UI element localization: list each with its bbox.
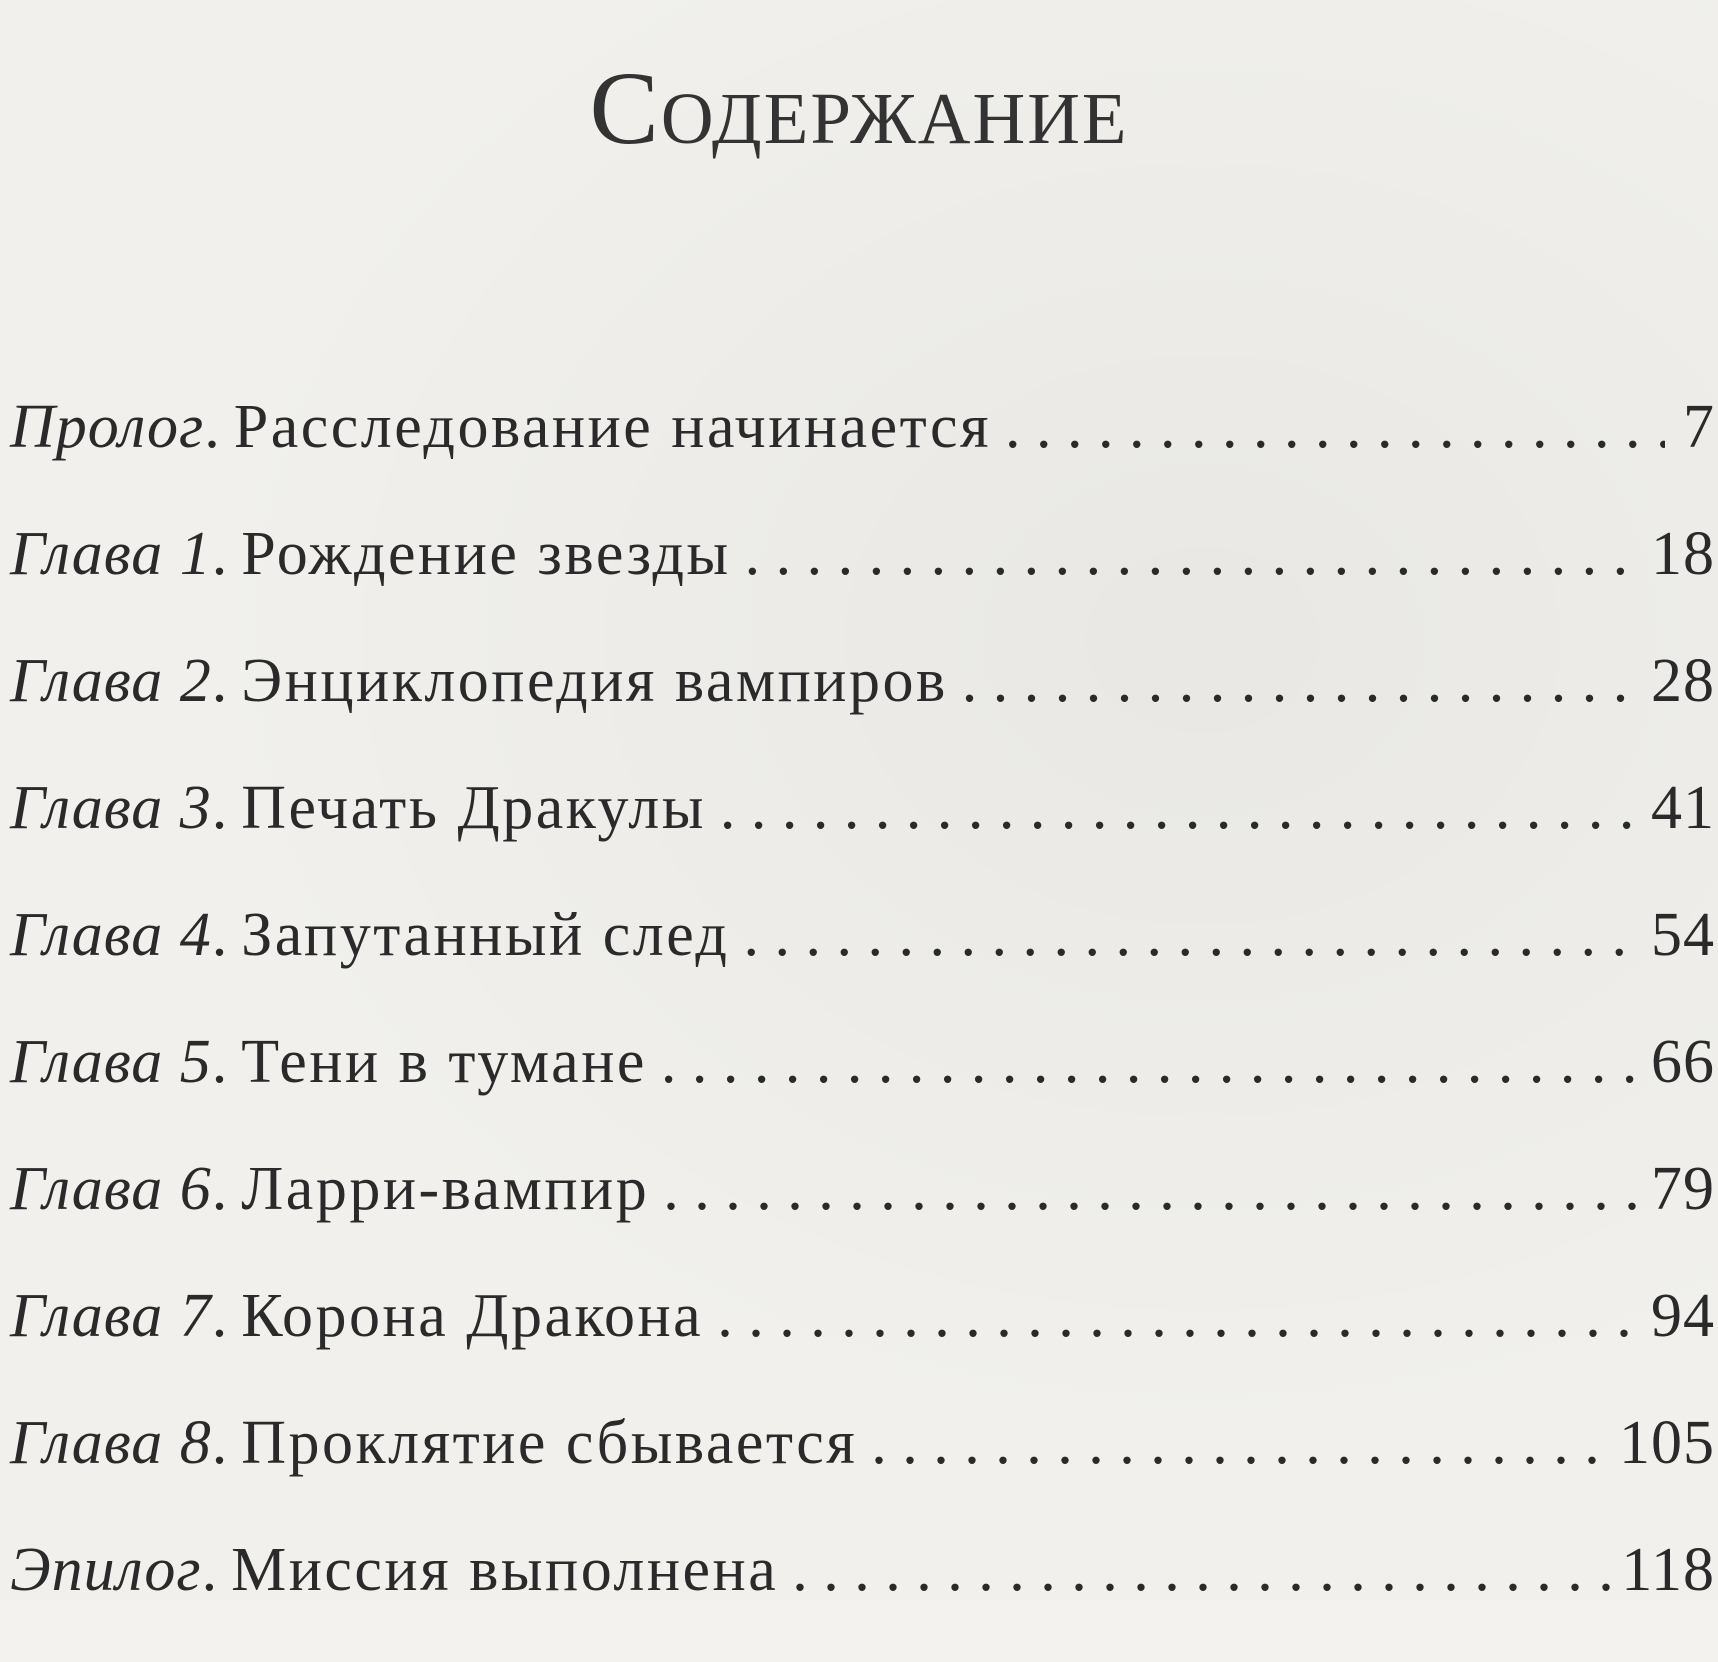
toc-entry-separator: . xyxy=(211,520,228,588)
toc-entry-separator: . xyxy=(204,393,220,461)
toc-entry-separator: . xyxy=(211,1282,228,1350)
dot-leader xyxy=(1005,392,1665,463)
toc-entry-title: Энциклопедия вампиров xyxy=(241,647,948,715)
toc-entry[interactable] xyxy=(10,646,1715,773)
toc-entry-label: Эпилог xyxy=(10,1536,202,1604)
dot-leader xyxy=(871,1408,1609,1479)
toc-entry-separator: . xyxy=(201,1536,218,1604)
toc-entry[interactable] xyxy=(10,1535,1715,1662)
toc-entry-label: Глава 4 xyxy=(10,901,212,969)
toc-entry-separator: . xyxy=(211,647,228,715)
toc-entry-page-number: 79 xyxy=(1651,1155,1715,1223)
toc-entry-page-number: 105 xyxy=(1619,1409,1715,1477)
dot-leader xyxy=(745,519,1641,590)
dot-leader xyxy=(792,1535,1611,1606)
toc-entry[interactable] xyxy=(10,773,1715,900)
toc-entry-label: Пролог xyxy=(10,393,205,461)
toc-entry[interactable] xyxy=(10,900,1715,1027)
dot-leader xyxy=(743,900,1641,971)
toc-entry-separator: . xyxy=(211,901,228,969)
toc-entry-page-number: 18 xyxy=(1651,520,1715,588)
toc-entry-label: Глава 8 xyxy=(10,1409,212,1477)
dot-leader xyxy=(717,1281,1641,1352)
page-title: Содержание xyxy=(589,51,1129,166)
toc-entry-title: Корона Дракона xyxy=(241,1282,704,1350)
dot-leader xyxy=(962,646,1641,717)
toc-entry-page-number: 41 xyxy=(1651,774,1715,842)
toc-entry-page-number: 118 xyxy=(1621,1536,1715,1604)
dot-leader xyxy=(663,1154,1641,1225)
toc-entry-title: Ларри-вампир xyxy=(241,1155,650,1223)
toc-entry-label: Глава 6 xyxy=(10,1155,212,1223)
toc-entry-title: Запутанный след xyxy=(241,901,730,969)
toc-entry-title: Печать Дракулы xyxy=(241,774,706,842)
toc-entry-label: Глава 3 xyxy=(10,774,212,842)
toc-entry[interactable] xyxy=(10,392,1715,519)
toc-entry-page-number: 7 xyxy=(1683,393,1715,461)
toc-entry-page-number: 94 xyxy=(1651,1282,1715,1350)
toc-entry[interactable] xyxy=(10,519,1715,646)
toc-entry-title: Тени в тумане xyxy=(241,1028,647,1096)
toc-entry-title: Проклятие сбывается xyxy=(241,1409,858,1477)
dot-leader xyxy=(720,773,1641,844)
table-of-contents xyxy=(10,392,1715,1662)
toc-entry-label: Глава 1 xyxy=(10,520,212,588)
toc-entry[interactable] xyxy=(10,1408,1715,1535)
toc-entry-label: Глава 7 xyxy=(10,1282,212,1350)
toc-entry-title: Рождение звезды xyxy=(241,520,731,588)
toc-entry-page-number: 28 xyxy=(1651,647,1715,715)
toc-entry-title: Расследование начинается xyxy=(233,393,991,461)
toc-entry-page-number: 54 xyxy=(1651,901,1715,969)
toc-entry-separator: . xyxy=(211,1409,228,1477)
dot-leader xyxy=(661,1027,1641,1098)
toc-entry-label: Глава 5 xyxy=(10,1028,212,1096)
toc-entry[interactable] xyxy=(10,1281,1715,1408)
toc-entry[interactable] xyxy=(10,1027,1715,1154)
toc-entry-title: Миссия выполнена xyxy=(231,1536,779,1604)
toc-entry-label: Глава 2 xyxy=(10,647,212,715)
toc-entry[interactable] xyxy=(10,1154,1715,1281)
toc-entry-separator: . xyxy=(211,774,228,842)
toc-entry-page-number: 66 xyxy=(1651,1028,1715,1096)
toc-entry-separator: . xyxy=(211,1155,228,1223)
toc-entry-separator: . xyxy=(211,1028,228,1096)
